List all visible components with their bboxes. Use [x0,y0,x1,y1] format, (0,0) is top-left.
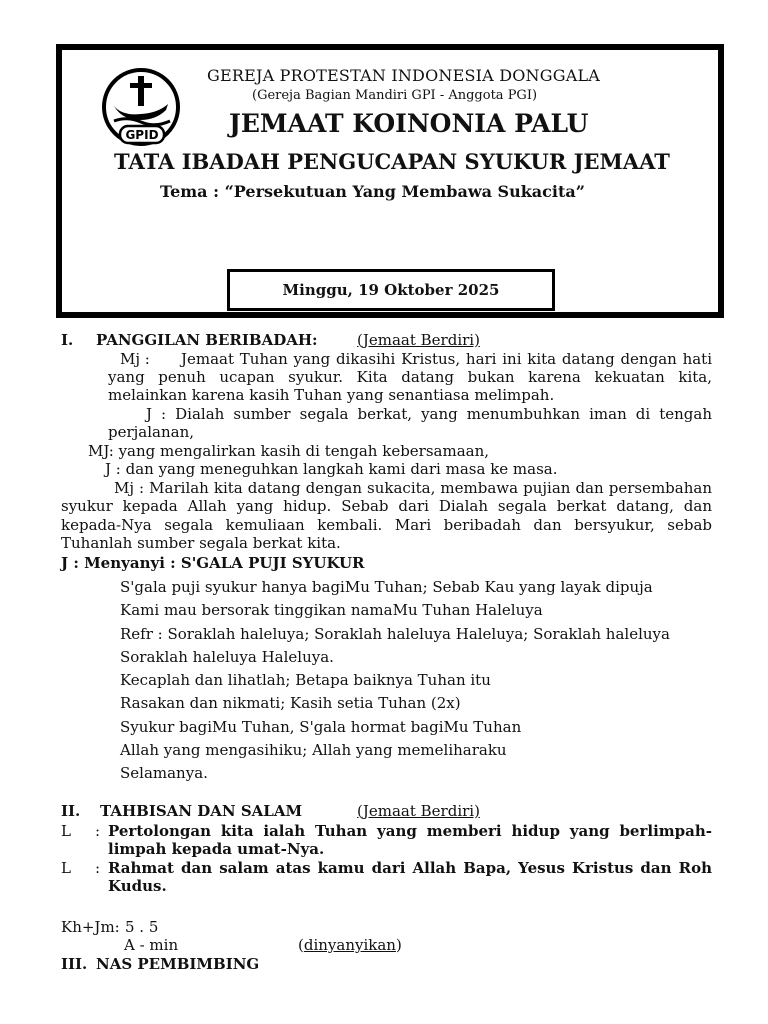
kh-value: 5 . 5 [125,918,159,936]
song-line: Kami mau bersorak tinggikan namaMu Tuhan Haleluya [120,601,543,619]
l2-line2: Kudus. [108,877,167,895]
mj3-line4: Tuhanlah sumber segala berkat kita. [61,534,341,552]
section-3-number: III. [61,955,88,973]
church-subtitle: (Gereja Bagian Mandiri GPI - Anggota PGI) [252,88,538,103]
song-line: S'gala puji syukur hanya bagiMu Tuhan; Sebab Kau yang layak dipuja [120,578,653,596]
section-3-title: NAS PEMBIMBING [96,955,260,973]
section-1-title: PANGGILAN BERIBADAH: [96,331,318,349]
gpid-logo [100,66,182,148]
song-line: Syukur bagiMu Tuhan, S'gala hormat bagiMu Tuhan [120,718,522,736]
song-line: Allah yang mengasihiku; Allah yang memeliharaku [120,741,507,759]
mj1-line3: melainkan karena kasih Tuhan yang senantiasa melimpah. [108,386,555,404]
service-date: Minggu, 19 Oktober 2025 [282,281,500,299]
liturgy-title: TATA IBADAH PENGUCAPAN SYUKUR JEMAAT [114,149,670,174]
section-2-title: TAHBISAN DAN SALAM [100,802,303,820]
mj2-line: MJ: yang mengalirkan kasih di tengah kebersamaan, [88,442,490,460]
mj1-label: Mj : [120,350,150,368]
church-name: GEREJA PROTESTAN INDONESIA DONGGALA [207,66,601,85]
mj3-line3: kepada-Nya segala kemuliaan kembali. Mari beribadah dan bersyukur, sebab [61,516,712,534]
date-box [227,269,555,311]
congregation-name: JEMAAT KOINONIA PALU [229,109,589,138]
l1-colon: : [95,822,101,840]
song-line: Refr : Soraklah haleluya; Soraklah haleluya Haleluya; Soraklah haleluya [120,625,670,643]
section-1-number: I. [61,331,74,349]
mj1-line2: yang penuh ucapan syukur. Kita datang bukan karena kekuatan kita, [108,368,712,386]
j2-line: J : dan yang meneguhkan langkah kami dari masa ke masa. [105,460,558,478]
l1-label: L [61,822,71,840]
song-line: Soraklah haleluya Haleluya. [120,648,334,666]
section-2-note: (Jemaat Berdiri) [357,802,480,820]
mj3-line1: Mj : Marilah kita datang dengan sukacita, membawa pujian dan persembahan [114,479,712,497]
l2-label: L [61,859,71,877]
amin-note: (dinyanyikan) [298,936,402,954]
mj3-line2: syukur kepada Allah yang hidup. Sebab dari Dialah segala berkat datang, dan [61,497,712,515]
song-line: Rasakan dan nikmati; Kasih setia Tuhan (2x) [120,694,461,712]
l2-line1: Rahmat dan salam atas kamu dari Allah Bapa, Yesus Kristus dan Roh [108,859,712,877]
song-line: Kecaplah dan lihatlah; Betapa baiknya Tuhan itu [120,671,491,689]
j1-line2: perjalanan, [108,423,195,441]
amin-note-text: dinyanyikan [303,936,396,954]
theme-line: Tema : “Persekutuan Yang Membawa Sukacita” [160,182,585,201]
l1-line2: limpah kepada umat-Nya. [108,840,325,858]
section-1-note: (Jemaat Berdiri) [357,331,480,349]
amin-text: A - min [124,936,179,954]
l2-colon: : [95,859,101,877]
j1-line1: J : Dialah sumber segala berkat, yang menumbuhkan iman di tengah [146,405,712,423]
l1-line1: Pertolongan kita ialah Tuhan yang memberi hidup yang berlimpah- [108,822,712,840]
song-heading: J : Menyanyi : S'GALA PUJI SYUKUR [61,554,365,572]
kh-label: Kh+Jm: [61,918,120,936]
mj1-line1: Jemaat Tuhan yang dikasihi Kristus, hari ini kita datang dengan hati [181,350,712,368]
song-line: Selamanya. [120,764,208,782]
section-2-number: II. [61,802,81,820]
logo-text: GPID [125,128,159,142]
